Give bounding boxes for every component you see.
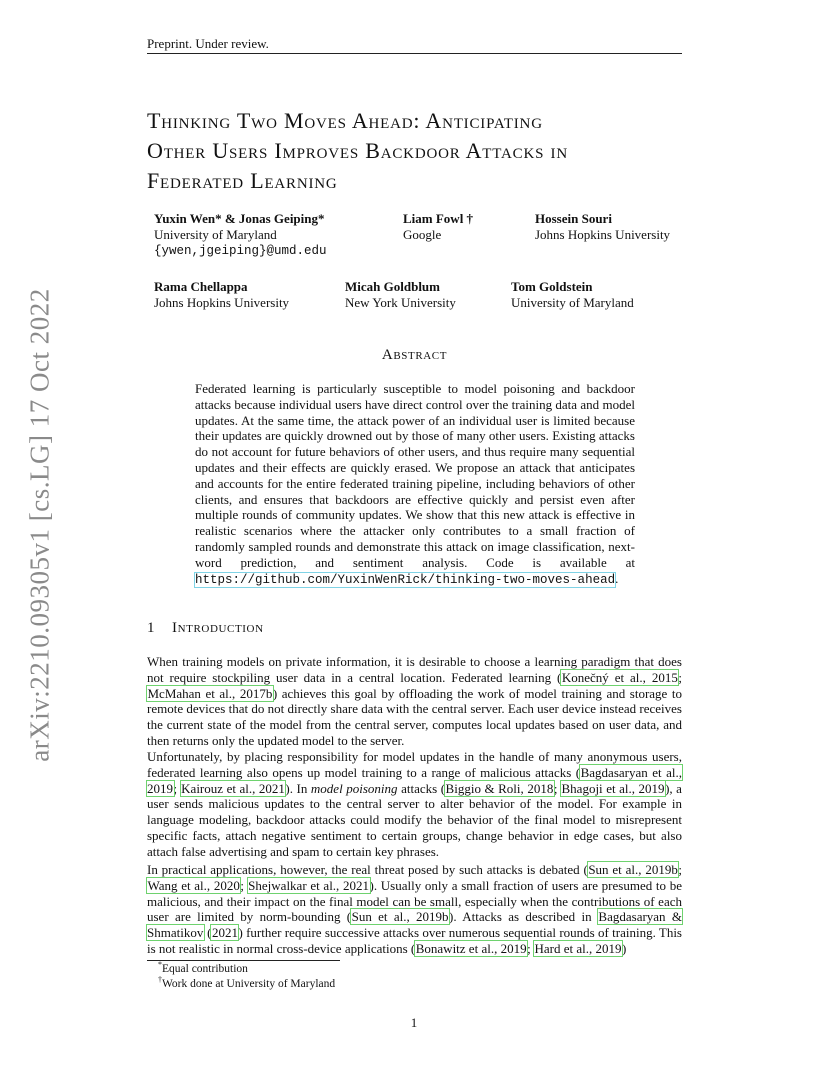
author-name: Tom Goldstein <box>511 279 593 294</box>
text-run: ) <box>621 940 627 956</box>
author-block <box>403 211 473 243</box>
author-affiliation: Johns Hopkins University <box>154 295 290 310</box>
citation-link[interactable]: Sun et al., 2019b <box>588 862 678 877</box>
intro-paragraph-1 <box>147 654 682 749</box>
author-block <box>345 279 456 311</box>
author-block <box>535 211 670 243</box>
text-run: ( <box>203 925 212 941</box>
citation-link[interactable]: Konečný et al., 2015 <box>561 669 678 685</box>
citation-link[interactable]: McMahan et al., 2017b <box>147 685 273 701</box>
footnote-mark: † <box>158 975 162 985</box>
citation-link[interactable]: Sun et al., 2019b <box>351 909 449 925</box>
abstract-text: Federated learning is particularly susceptible to model poisoning and backdoor attacks because individual users have direct control over the training data and model updates. At the same time, the attack power of an individual user is limited because their updates are quickly drowned out by those of many other users. Existing attacks do not account for future behaviors of other users, and thus require many sequential updates and their effects are quickly erased. We propose an attack that anticipates and accounts for the entire federated training pipeline, including behaviors of other clients, and ensures that backdoors are effective quickly and persist even after multiple rounds of community updates. We show that this new attack is effective in realistic scenarios where the attacker only contributes to a small fraction of randomly sampled rounds and demonstrate this attack on image classification, next-word prediction, and sentiment analysis. Code is available at <box>195 381 635 570</box>
text-run: ), a user sends malicious updates to the central server to alter behavior of the model. For example in language modeling, backdoor attacks could modify the behavior of the final model to misrepresent specific facts, attach negative sentiment to certain groups, change behavior in edge cases, but also attach false advertising and spam to certain key phrases. <box>147 780 682 859</box>
author-name: Rama Chellappa <box>154 279 248 294</box>
citation-link[interactable]: 2021 <box>211 925 238 941</box>
arxiv-stamp-text: arXiv:2210.09305v1 [cs.LG] 17 Oct 2022 <box>24 288 55 762</box>
citation-link[interactable]: Bonawitz et al., 2019 <box>415 940 527 956</box>
citation-link[interactable]: Shejwalkar et al., 2021 <box>248 877 370 893</box>
author-block <box>154 211 327 259</box>
citation-link[interactable]: Hard et al., 2019 <box>534 940 622 956</box>
abstract-trailing: . <box>615 570 619 586</box>
text-run: In practical applications, however, the real threat posed by such attacks is debated ( <box>147 862 588 877</box>
text-run: ) further require successive attacks over numerous sequential rounds of training. This is not realistic in normal cross-device applications ( <box>147 925 682 956</box>
footnote-mark: * <box>158 960 162 970</box>
text-run: ; <box>553 780 561 796</box>
text-run: ). Attacks as described in <box>449 909 598 925</box>
abstract-body <box>195 381 635 588</box>
author-affiliation: Google <box>403 227 442 242</box>
code-link[interactable]: https://github.com/YuxinWenRick/thinking-two-moves-ahead <box>195 572 616 587</box>
author-email: {ywen,jgeiping}@umd.edu <box>154 244 327 258</box>
footnote-rule <box>147 960 340 961</box>
citation-link[interactable]: Bhagoji et al., 2019 <box>561 780 665 796</box>
author-name: Hossein Souri <box>535 211 612 226</box>
intro-paragraph-3 <box>147 862 682 957</box>
citation-link[interactable]: Biggio & Roli, 2018 <box>445 780 554 796</box>
text-run: Unfortunately, by placing responsibility for model updates in the handle of many anonymous users, federated learning also opens up model training to a range of malicious attacks ( <box>147 749 682 780</box>
text-run: ; <box>173 780 181 796</box>
text-run: ; <box>527 940 534 956</box>
abstract-heading: Abstract <box>381 347 448 363</box>
text-run: When training models on private information, it is desirable to choose a learning paradigm that does not require stockpiling user data in a central location. Federated learning ( <box>147 654 682 685</box>
text-run: attacks ( <box>397 780 446 796</box>
citation-link[interactable]: Kairouz et al., 2021 <box>181 780 285 796</box>
author-block <box>154 279 289 311</box>
section-heading <box>147 620 264 637</box>
arxiv-stamp <box>20 290 60 760</box>
author-affiliation: New York University <box>345 295 456 310</box>
title-line: Thinking Two Moves Ahead: Anticipating <box>147 108 543 133</box>
author-affiliation: University of Maryland <box>511 295 634 310</box>
title-line: Federated Learning <box>147 168 338 193</box>
citation-link[interactable]: Wang et al., 2020 <box>147 877 240 893</box>
title-line: Other Users Improves Backdoor Attacks in <box>147 138 568 163</box>
emphasis-text: model poisoning <box>310 780 398 796</box>
citation-link[interactable]: Bagdasaryan & Shmatikov <box>147 909 682 941</box>
text-run: ; <box>678 669 682 685</box>
author-affiliation: University of Maryland <box>154 227 277 242</box>
footnote-text: Work done at University of Maryland <box>162 978 336 990</box>
footnote <box>158 962 248 976</box>
text-run: ; <box>678 862 682 877</box>
footnote-text: Equal contribution <box>162 963 248 975</box>
running-header: Preprint. Under review. <box>147 36 269 51</box>
author-block <box>511 279 634 311</box>
citation-link[interactable]: Bagdasaryan et al., 2019 <box>147 764 682 796</box>
text-run: ; <box>240 877 248 893</box>
paper-title <box>147 106 682 196</box>
page-number: 1 <box>410 1015 418 1030</box>
author-name: Liam Fowl † <box>403 211 474 226</box>
section-title: Introduction <box>172 620 264 636</box>
text-run: ) achieves this goal by offloading the work of model training and storage to remote devices that do not directly share data with the central server. Each user device instead receives the current state of the model from the central server, computes local updates based on user data, and then returns only the updated model to the server. <box>147 685 682 748</box>
author-affiliation: Johns Hopkins University <box>535 227 671 242</box>
author-name: Micah Goldblum <box>345 279 440 294</box>
text-run: ). In <box>285 780 311 796</box>
intro-paragraph-2 <box>147 749 682 860</box>
author-name: Yuxin Wen* & Jonas Geiping* <box>154 211 325 226</box>
footnote <box>158 977 335 991</box>
header-rule <box>147 53 682 54</box>
text-run: ). Usually only a small fraction of users are presumed to be malicious, and their impact on the final model can be small, especially when the contributions of each user are limited by norm-bounding ( <box>147 877 682 925</box>
section-number: 1 <box>147 620 155 636</box>
